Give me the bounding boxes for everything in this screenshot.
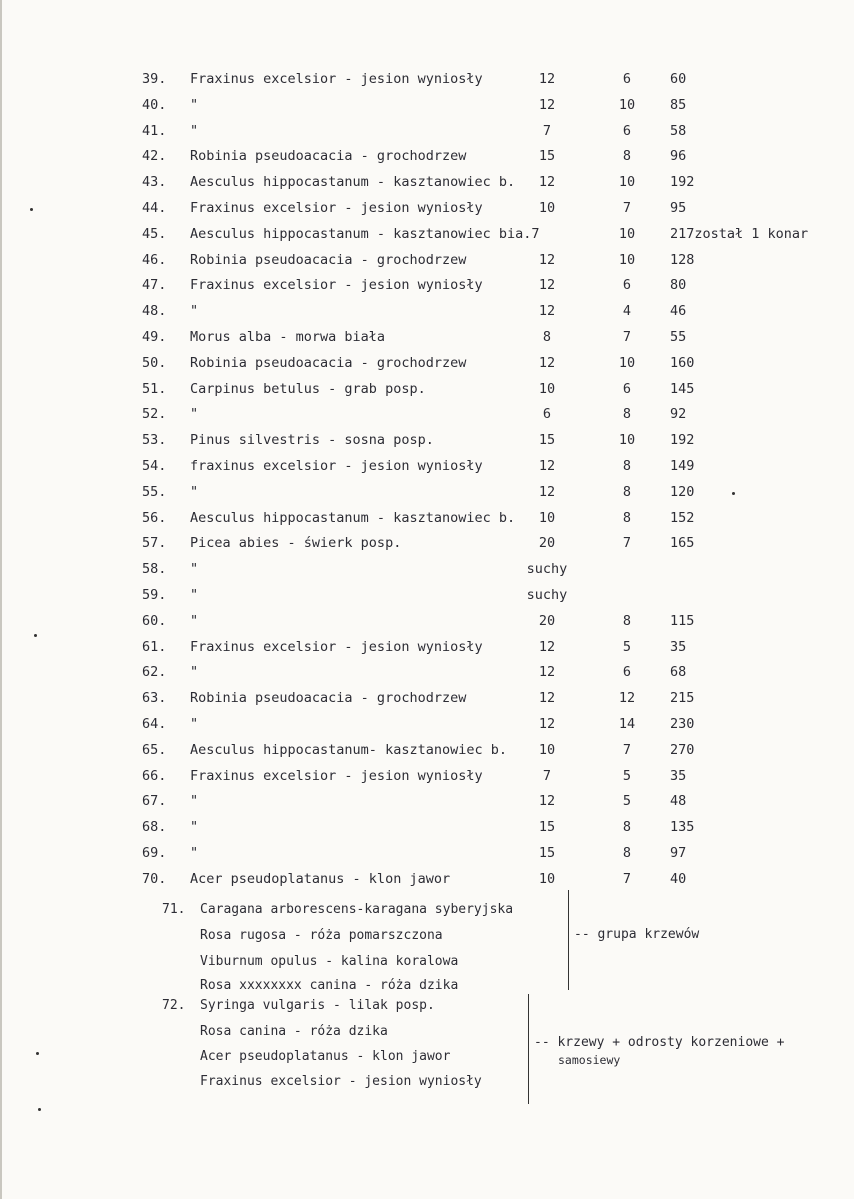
list-item xyxy=(2,326,854,348)
value-col-3: 145 xyxy=(670,380,695,397)
value-col-2: 6 xyxy=(622,380,632,397)
list-item xyxy=(2,352,854,374)
species-name: " xyxy=(190,845,199,861)
group-71-item: Rosa rugosa - róża pomarszczona xyxy=(200,928,443,943)
list-item xyxy=(2,197,854,219)
row-number: 61. xyxy=(142,638,167,655)
margin-dot xyxy=(732,492,735,495)
row-number: 51. xyxy=(142,380,167,397)
value-col-3: 192 xyxy=(670,432,695,449)
list-item xyxy=(2,94,854,116)
value-col-3: 135 xyxy=(670,819,695,836)
value-col-1: 12 xyxy=(538,458,556,474)
list-item xyxy=(2,274,854,296)
value-col-2: 6 xyxy=(622,71,632,87)
species-name: Robinia pseudoacacia - grochodrzew xyxy=(190,251,467,268)
value-col-1: 15 xyxy=(538,845,556,861)
list-item xyxy=(2,507,854,529)
row-number: 43. xyxy=(142,174,167,191)
value-col-3: 85 xyxy=(670,96,687,113)
value-col-2: 6 xyxy=(622,122,632,139)
list-item xyxy=(2,300,854,322)
species-name: Carpinus betulus - grab posp. xyxy=(190,380,426,397)
value-col-1: 7 xyxy=(542,767,552,784)
list-item xyxy=(2,120,854,142)
species-name: " xyxy=(190,716,199,732)
row-number: 46. xyxy=(142,251,167,268)
value-col-1: 10 xyxy=(538,380,556,397)
value-col-1: 12 xyxy=(538,664,556,681)
value-col-3: 120 xyxy=(670,483,695,500)
value-col-1: 10 xyxy=(538,741,556,758)
row-number: 54. xyxy=(142,458,167,474)
value-col-3: 58 xyxy=(670,122,687,139)
group-71-bracket xyxy=(568,890,569,990)
row-number: 70. xyxy=(142,870,167,887)
value-col-3: 96 xyxy=(670,148,687,165)
value-col-1: 7 xyxy=(542,122,552,139)
value-col-3: 230 xyxy=(670,716,695,732)
value-col-3: 92 xyxy=(670,406,687,423)
value-col-1: suchy xyxy=(526,561,568,578)
row-number: 39. xyxy=(142,71,167,87)
species-name: " xyxy=(190,303,199,320)
row-number: 53. xyxy=(142,432,167,449)
row-number: 47. xyxy=(142,277,167,294)
value-col-1: 10 xyxy=(538,200,556,216)
species-name: Aesculus hippocastanum - kasztanowiec bia.7 xyxy=(190,225,540,242)
value-col-1: 20 xyxy=(538,535,556,552)
row-number: 67. xyxy=(142,793,167,810)
value-col-3: 46 xyxy=(670,303,687,320)
margin-dot xyxy=(34,634,37,637)
list-item xyxy=(2,455,854,477)
group-71-item: Viburnum opulus - kalina koralowa xyxy=(200,954,459,969)
value-col-1: 15 xyxy=(538,432,556,449)
list-item xyxy=(2,378,854,400)
value-col-1: 20 xyxy=(538,612,556,629)
value-col-3: 35 xyxy=(670,638,687,655)
value-col-2: 7 xyxy=(622,535,632,552)
value-col-2: 10 xyxy=(618,251,636,268)
row-number: 65. xyxy=(142,741,167,758)
value-col-2: 8 xyxy=(622,458,632,474)
value-col-2: 10 xyxy=(618,96,636,113)
group-71-note: -- grupa krzewów xyxy=(574,927,700,942)
list-item xyxy=(2,532,854,554)
species-name: Fraxinus excelsior - jesion wyniosły xyxy=(190,767,483,784)
value-col-2: 10 xyxy=(618,225,636,242)
value-col-2: 6 xyxy=(622,664,632,681)
species-name: Aesculus hippocastanum - kasztanowiec b. xyxy=(190,509,516,526)
row-number: 40. xyxy=(142,96,167,113)
value-col-2: 7 xyxy=(622,870,632,887)
species-name: Fraxinus excelsior - jesion wyniosły xyxy=(190,71,483,87)
value-col-2: 4 xyxy=(622,303,632,320)
value-col-1: 12 xyxy=(538,793,556,810)
value-col-1: 12 xyxy=(538,303,556,320)
value-col-1: 10 xyxy=(538,509,556,526)
value-col-2: 5 xyxy=(622,767,632,784)
species-name: " xyxy=(190,793,199,810)
value-col-2: 10 xyxy=(618,432,636,449)
value-col-1: 12 xyxy=(538,251,556,268)
row-number: 45. xyxy=(142,225,167,242)
value-col-1: 12 xyxy=(538,96,556,113)
list-item xyxy=(2,145,854,167)
row-number: 60. xyxy=(142,612,167,629)
value-col-1: 12 xyxy=(538,354,556,371)
group-72-item: Fraxinus excelsior - jesion wyniosły xyxy=(200,1074,482,1089)
group-72-bracket xyxy=(528,994,529,1104)
row-number: 62. xyxy=(142,664,167,681)
list-item xyxy=(2,868,854,890)
row-number: 50. xyxy=(142,354,167,371)
list-item xyxy=(2,739,854,761)
list-item xyxy=(2,171,854,193)
row-number: 63. xyxy=(142,690,167,707)
value-col-2: 8 xyxy=(622,406,632,423)
species-name: " xyxy=(190,587,199,603)
value-col-1: 12 xyxy=(538,71,556,87)
list-item xyxy=(2,790,854,812)
group-72-number: 72. xyxy=(162,998,186,1013)
species-name: Morus alba - morwa biała xyxy=(190,329,386,345)
value-col-2: 7 xyxy=(622,200,632,216)
value-col-2: 10 xyxy=(618,354,636,371)
list-item xyxy=(2,481,854,503)
group-72-item: Acer pseudoplatanus - klon jawor xyxy=(200,1049,451,1064)
value-col-3: 48 xyxy=(670,793,687,810)
list-item xyxy=(2,842,854,864)
list-item xyxy=(2,584,854,606)
species-name: " xyxy=(190,561,199,578)
value-col-2: 8 xyxy=(622,483,632,500)
row-number: 64. xyxy=(142,716,167,732)
species-name: Robinia pseudoacacia - grochodrzew xyxy=(190,690,467,707)
value-col-1: 12 xyxy=(538,174,556,191)
species-name: " xyxy=(190,819,199,836)
value-col-3: 149 xyxy=(670,458,695,474)
list-item xyxy=(2,687,854,709)
value-col-1: suchy xyxy=(526,587,568,603)
list-item xyxy=(2,636,854,658)
value-col-2: 7 xyxy=(622,741,632,758)
species-name: " xyxy=(190,612,199,629)
value-col-3: 80 xyxy=(670,277,687,294)
value-col-3: 215 xyxy=(670,690,695,707)
species-name: Pinus silvestris - sosna posp. xyxy=(190,432,434,449)
value-col-2: 8 xyxy=(622,612,632,629)
row-number: 44. xyxy=(142,200,167,216)
row-number: 68. xyxy=(142,819,167,836)
group-72-note: -- krzewy + odrosty korzeniowe + xyxy=(534,1035,785,1050)
value-col-1: 12 xyxy=(538,483,556,500)
value-col-3: 165 xyxy=(670,535,695,552)
value-col-1: 8 xyxy=(542,329,552,345)
value-col-3: 95 xyxy=(670,200,687,216)
value-col-1: 10 xyxy=(538,870,556,887)
value-col-3: 160 xyxy=(670,354,695,371)
species-name: Aesculus hippocastanum- kasztanowiec b. xyxy=(190,741,507,758)
margin-dot xyxy=(38,1108,41,1111)
value-col-3: 115 xyxy=(670,612,695,629)
value-col-1: 6 xyxy=(542,406,552,423)
value-col-3: 270 xyxy=(670,741,695,758)
value-col-3: 55 xyxy=(670,329,687,345)
row-number: 59. xyxy=(142,587,167,603)
list-item xyxy=(2,68,854,90)
group-71-number: 71. xyxy=(162,902,186,917)
value-col-1: 12 xyxy=(538,690,556,707)
species-name: Fraxinus excelsior - jesion wyniosły xyxy=(190,277,483,294)
species-name: Acer pseudoplatanus - klon jawor xyxy=(190,870,451,887)
list-item xyxy=(2,429,854,451)
row-number: 41. xyxy=(142,122,167,139)
species-name: Robinia pseudoacacia - grochodrzew xyxy=(190,354,467,371)
list-item xyxy=(2,713,854,735)
value-col-1: 12 xyxy=(538,638,556,655)
value-col-3: 217został 1 konar xyxy=(670,225,809,242)
species-name: fraxinus excelsior - jesion wyniosły xyxy=(190,458,483,474)
species-name: " xyxy=(190,406,199,423)
row-number: 42. xyxy=(142,148,167,165)
value-col-2: 8 xyxy=(622,845,632,861)
value-col-1: 12 xyxy=(538,716,556,732)
row-number: 48. xyxy=(142,303,167,320)
species-name: " xyxy=(190,664,199,681)
group-72-item: Rosa canina - róża dzika xyxy=(200,1024,388,1039)
margin-dot xyxy=(36,1052,39,1055)
species-name: Picea abies - świerk posp. xyxy=(190,535,402,552)
group-71-item: Caragana arborescens-karagana syberyjska xyxy=(200,902,514,917)
value-col-2: 6 xyxy=(622,277,632,294)
group-71-item: Rosa xxxxxxxx canina - róża dzika xyxy=(200,978,459,993)
list-item xyxy=(2,661,854,683)
row-number: 57. xyxy=(142,535,167,552)
row-number: 56. xyxy=(142,509,167,526)
value-col-3: 128 xyxy=(670,251,695,268)
list-item xyxy=(2,816,854,838)
value-col-2: 12 xyxy=(618,690,636,707)
value-col-2: 8 xyxy=(622,819,632,836)
value-col-3: 60 xyxy=(670,71,687,87)
value-col-3: 68 xyxy=(670,664,687,681)
value-col-1: 15 xyxy=(538,819,556,836)
value-col-3: 192 xyxy=(670,174,695,191)
species-name: Robinia pseudoacacia - grochodrzew xyxy=(190,148,467,165)
group-72-note-continued: samosiewy xyxy=(558,1053,621,1067)
species-name: Fraxinus excelsior - jesion wyniosły xyxy=(190,200,483,216)
species-name: Fraxinus excelsior - jesion wyniosły xyxy=(190,638,483,655)
row-number: 69. xyxy=(142,845,167,861)
species-name: Aesculus hippocastanum - kasztanowiec b. xyxy=(190,174,516,191)
list-item xyxy=(2,223,854,245)
value-col-2: 14 xyxy=(618,716,636,732)
value-col-2: 10 xyxy=(618,174,636,191)
value-col-3: 152 xyxy=(670,509,695,526)
row-number: 55. xyxy=(142,483,167,500)
value-col-1: 15 xyxy=(538,148,556,165)
list-item xyxy=(2,765,854,787)
group-72-item: Syringa vulgaris - lilak posp. xyxy=(200,998,435,1013)
margin-dot xyxy=(30,208,33,211)
value-col-2: 5 xyxy=(622,638,632,655)
list-item xyxy=(2,610,854,632)
species-name: " xyxy=(190,483,199,500)
row-number: 52. xyxy=(142,406,167,423)
species-name: " xyxy=(190,96,199,113)
value-col-2: 8 xyxy=(622,509,632,526)
value-col-1: 12 xyxy=(538,277,556,294)
list-item xyxy=(2,558,854,580)
row-number: 49. xyxy=(142,329,167,345)
row-number: 58. xyxy=(142,561,167,578)
species-name: " xyxy=(190,122,199,139)
list-item xyxy=(2,249,854,271)
value-col-3: 35 xyxy=(670,767,687,784)
value-col-3: 40 xyxy=(670,870,687,887)
value-col-2: 8 xyxy=(622,148,632,165)
value-col-2: 5 xyxy=(622,793,632,810)
value-col-2: 7 xyxy=(622,329,632,345)
row-number: 66. xyxy=(142,767,167,784)
list-item xyxy=(2,403,854,425)
value-col-3: 97 xyxy=(670,845,687,861)
